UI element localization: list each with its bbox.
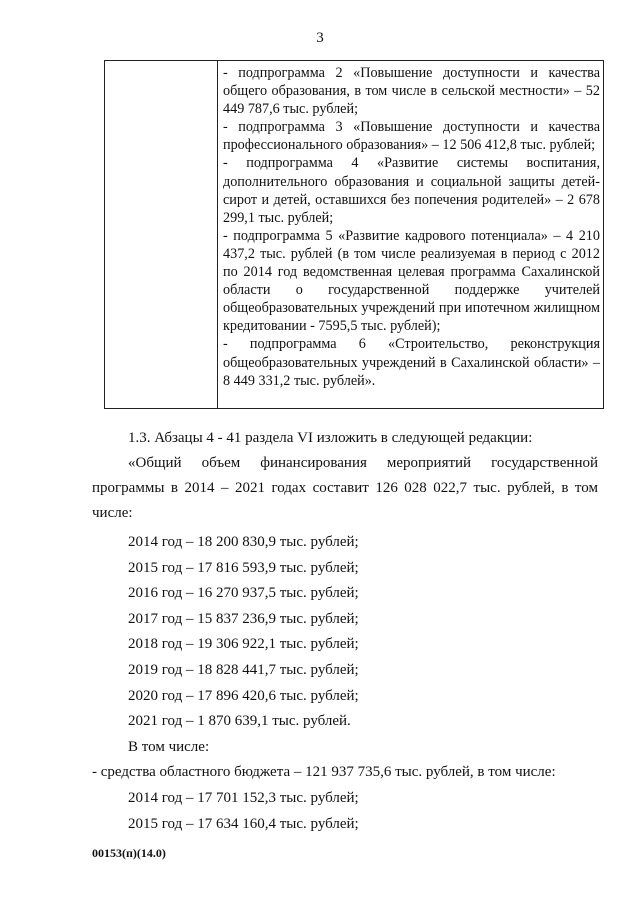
page-number: 3 <box>316 30 324 46</box>
table-cell-subprograms <box>223 64 600 390</box>
list-item: - подпрограмма 5 «Развитие кадрового потенциала» – 4 210 437,2 тыс. рублей (в том числе реализуемая в период с 2012 по 2014 год ведомственная целевая программа Сахалинской области о государственной поддержке учителей общеобразовательных учреждений при ипотечном жилищном кредитовании - 7595,5 тыс. рублей); <box>223 227 600 335</box>
year-line: 2021 год – 1 870 639,1 тыс. рублей. <box>128 713 351 730</box>
year-line: 2015 год – 17 634 160,4 тыс. рублей; <box>128 815 359 832</box>
intro-paragraph: «Общий объем финансирования мероприятий государственной программы в 2014 – 2021 годах составит 126 028 022,7 тыс. рублей, в том числе: <box>92 455 598 521</box>
year-line: 2019 год – 18 828 441,7 тыс. рублей; <box>128 661 359 678</box>
list-item: - подпрограмма 3 «Повышение доступности и качества профессионального образования» – 12 506 412,8 тыс. рублей; <box>223 119 600 154</box>
year-line: 2018 год – 19 306 922,1 тыс. рублей; <box>128 636 359 653</box>
list-item: - подпрограмма 6 «Строительство, реконструкция общеобразовательных учреждений в Сахалинской области» – 8 449 331,2 тыс. рублей». <box>223 336 600 389</box>
list-item: - подпрограмма 4 «Развитие системы воспитания, дополнительного образования и социальной защиты детей-сирот и детей, оставшихся без попечения родителей» – 2 678 299,1 тыс. рублей; <box>223 155 600 226</box>
year-line: 2017 год – 15 837 236,9 тыс. рублей; <box>128 610 359 627</box>
year-line: 2016 год – 16 270 937,5 тыс. рублей; <box>128 585 359 602</box>
year-line: 2014 год – 17 701 152,3 тыс. рублей; <box>128 789 359 806</box>
document-body <box>92 430 598 837</box>
including-label: В том числе: <box>128 738 210 755</box>
list-item: - подпрограмма 2 «Повышение доступности и качества общего образования, в том числе в сельской местности» – 52 449 787,6 тыс. рублей; <box>223 65 600 118</box>
continuation-table <box>104 60 604 409</box>
year-line: 2014 год – 18 200 830,9 тыс. рублей; <box>128 534 359 550</box>
year-line: 2020 год – 17 896 420,6 тыс. рублей; <box>128 687 359 704</box>
section-heading: 1.3. Абзацы 4 - 41 раздела VI изложить в следующей редакции: <box>128 430 533 446</box>
year-line: 2015 год – 17 816 593,9 тыс. рублей; <box>128 559 359 576</box>
regional-budget-line: - средства областного бюджета – 121 937 735,6 тыс. рублей, в том числе: <box>92 764 556 781</box>
column-divider <box>217 61 218 408</box>
footer-code: 00153(п)(14.0) <box>92 846 166 860</box>
